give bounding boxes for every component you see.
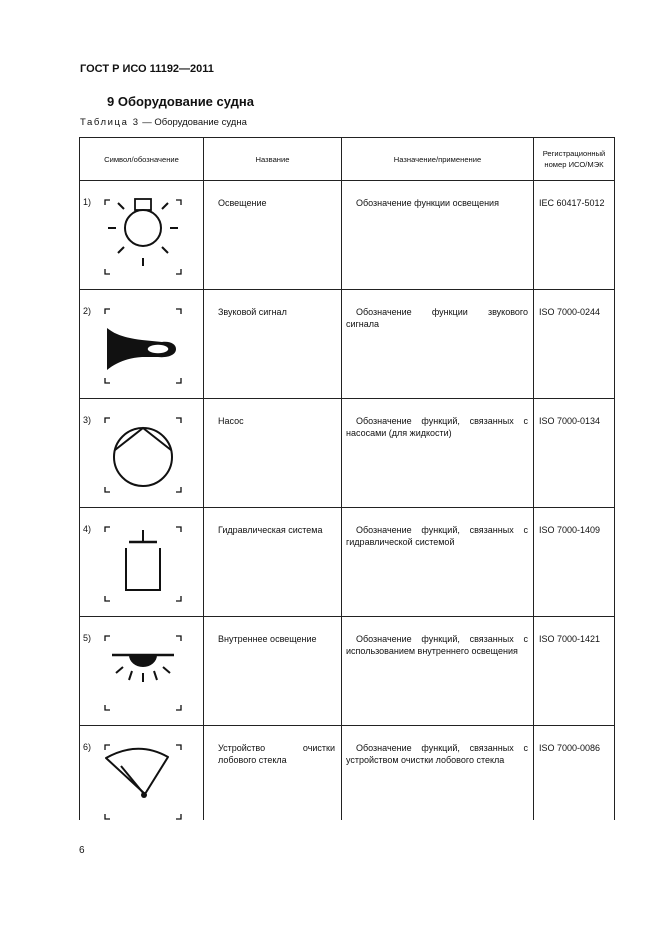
symbol-cell [80, 290, 204, 399]
name-cell: Гидравлическая система [204, 508, 342, 617]
row-number: 6) [83, 742, 92, 752]
col-header-name: Название [204, 138, 342, 181]
purpose-cell: Обозначение функции освещения [342, 181, 534, 290]
symbol-cell [80, 399, 204, 508]
table-caption-text: — Оборудование судна [139, 117, 247, 128]
reg-cell: ISO 7000-0086 [534, 726, 615, 821]
table-row [80, 508, 615, 617]
reg-cell: IEC 60417-5012 [534, 181, 615, 290]
col-header-reg: Регистрационный номер ИСО/МЭК [534, 138, 615, 181]
table-row [80, 726, 615, 821]
reg-cell: ISO 7000-1421 [534, 617, 615, 726]
table-row [80, 617, 615, 726]
hydraulic-system-icon [102, 524, 184, 604]
horn-icon [102, 306, 184, 386]
reg-cell: ISO 7000-1409 [534, 508, 615, 617]
purpose-cell: Обозначение функций, связанных с насосами (для жидкости) [342, 399, 534, 508]
table-caption [80, 117, 247, 128]
section-title: 9 Оборудование судна [107, 94, 254, 109]
row-number: 5) [83, 633, 92, 643]
col-header-purpose: Назначение/применение [342, 138, 534, 181]
reg-cell: ISO 7000-0244 [534, 290, 615, 399]
name-cell: Устройство очистки лобового стекла [204, 726, 342, 821]
windshield-wiper-icon [102, 742, 184, 822]
row-number: 1) [83, 197, 92, 207]
purpose-cell: Обозначение функций, связанных с устройством очистки лобового стекла [342, 726, 534, 821]
table-row [80, 181, 615, 290]
pump-icon [102, 415, 184, 495]
equipment-table [79, 137, 615, 820]
row-number: 2) [83, 306, 92, 316]
purpose-cell: Обозначение функций, связанных с использованием внутреннего освещения [342, 617, 534, 726]
table-row [80, 399, 615, 508]
row-number: 3) [83, 415, 92, 425]
col-header-symbol: Символ/обозначение [80, 138, 204, 181]
table-header-row [80, 138, 615, 181]
lighting-icon [102, 197, 184, 277]
page-number: 6 [79, 845, 85, 856]
interior-light-icon [102, 633, 184, 713]
symbol-cell [80, 181, 204, 290]
name-cell: Внутреннее освещение [204, 617, 342, 726]
symbol-cell [80, 617, 204, 726]
table-row [80, 290, 615, 399]
purpose-cell: Обозначение функции звукового сигнала [342, 290, 534, 399]
purpose-cell: Обозначение функций, связанных с гидравлической системой [342, 508, 534, 617]
name-cell: Насос [204, 399, 342, 508]
reg-cell: ISO 7000-0134 [534, 399, 615, 508]
symbol-cell [80, 508, 204, 617]
symbol-cell [80, 726, 204, 821]
standard-id: ГОСТ Р ИСО 11192—2011 [80, 63, 214, 75]
name-cell: Звуковой сигнал [204, 290, 342, 399]
name-cell: Освещение [204, 181, 342, 290]
table-caption-label: Таблица 3 [80, 117, 140, 128]
row-number: 4) [83, 524, 92, 534]
